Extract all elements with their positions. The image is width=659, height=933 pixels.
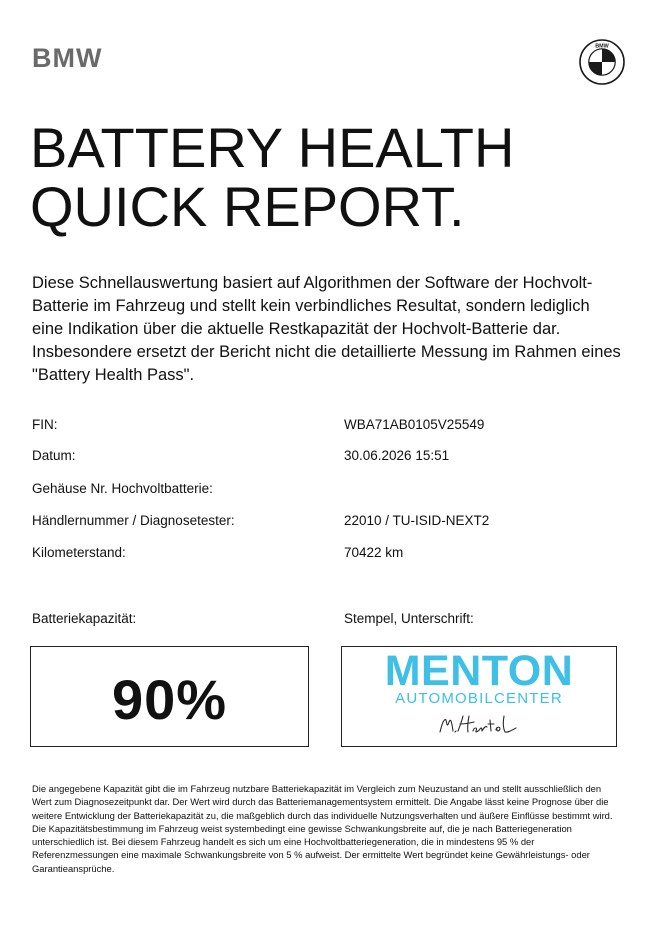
datum-value: 30.06.2026 15:51 [344, 448, 450, 463]
disclaimer-text: Die angegebene Kapazität gibt die im Fahrzeug nutzbare Batteriekapazität im Vergleich zum Neuzustand an und stellt ausschließlich den Wert zum Diagnosezeitpunkt dar. Der Wert wird durch das Batteriemanagementsystem ermittelt. Die Angabe lässt keine Prognose über die weitere Entwicklung der Batteriekapazität zu, die maßgeblich durch das individuelle Nutzungsverhalten und äußere Einflüsse bestimmt wird. Die Kapazitätsbestimmung im Fahrzeug weist systembedingt eine gewisse Schwankungsbreite auf, die je nach Batteriegeneration unterschiedlich ist. Bei diesem Fahrzeug handelt es sich um eine Hochvoltbatteriegeneration, die in mindestens 95 % der Referenzmessungen eine maximale Schwankungsbreite von 5 % aufweist. Der ermittelte Wert begründet keine Gewährleistungs- oder Garantieansprüche. [32, 783, 613, 874]
title-line-1: BATTERY HEALTH [30, 116, 515, 179]
datum-label: Datum: [32, 448, 76, 463]
report-title [30, 118, 630, 236]
capacity-label: Batteriekapazität: [32, 611, 137, 626]
handwritten-signature [438, 712, 520, 738]
bmw-roundel-icon [579, 39, 625, 85]
gehaeuse-label: Gehäuse Nr. Hochvoltbatterie: [32, 481, 213, 496]
stamp-box [341, 646, 617, 747]
haendler-value: 22010 / TU-ISID-NEXT2 [344, 513, 490, 528]
fin-value: WBA71AB0105V25549 [344, 417, 485, 432]
km-value: 70422 km [344, 545, 404, 560]
haendler-label: Händlernummer / Diagnosetester: [32, 513, 235, 528]
info-row-fin [32, 417, 632, 437]
km-label: Kilometerstand: [32, 545, 126, 560]
capacity-box [30, 646, 309, 747]
roundel-letters: BMW [595, 43, 609, 50]
intro-paragraph: Diese Schnellauswertung basiert auf Algorithmen der Software der Hochvolt-Batterie im Fahrzeug und stellt kein verbindliches Resultat, sondern lediglich eine Indikation über die aktuelle Restkapazität der Hochvolt-Batterie dar. Insbesondere ersetzt der Bericht nicht die detaillierte Messung im Rahmen eines "Battery Health Pass". [32, 274, 621, 384]
dealer-stamp-name: MENTON [384, 647, 574, 695]
brand-wordmark: BMW [32, 43, 103, 73]
capacity-value: 90% [111, 668, 228, 731]
info-row-gehaeuse [32, 481, 632, 501]
info-row-km [32, 545, 632, 565]
info-row-datum [32, 448, 632, 468]
title-line-2: QUICK REPORT. [30, 175, 465, 238]
fin-label: FIN: [32, 417, 58, 432]
info-row-haendler [32, 513, 632, 533]
stamp-label: Stempel, Unterschrift: [344, 611, 474, 626]
dealer-stamp-subtitle: AUTOMOBILCENTER [395, 690, 563, 707]
